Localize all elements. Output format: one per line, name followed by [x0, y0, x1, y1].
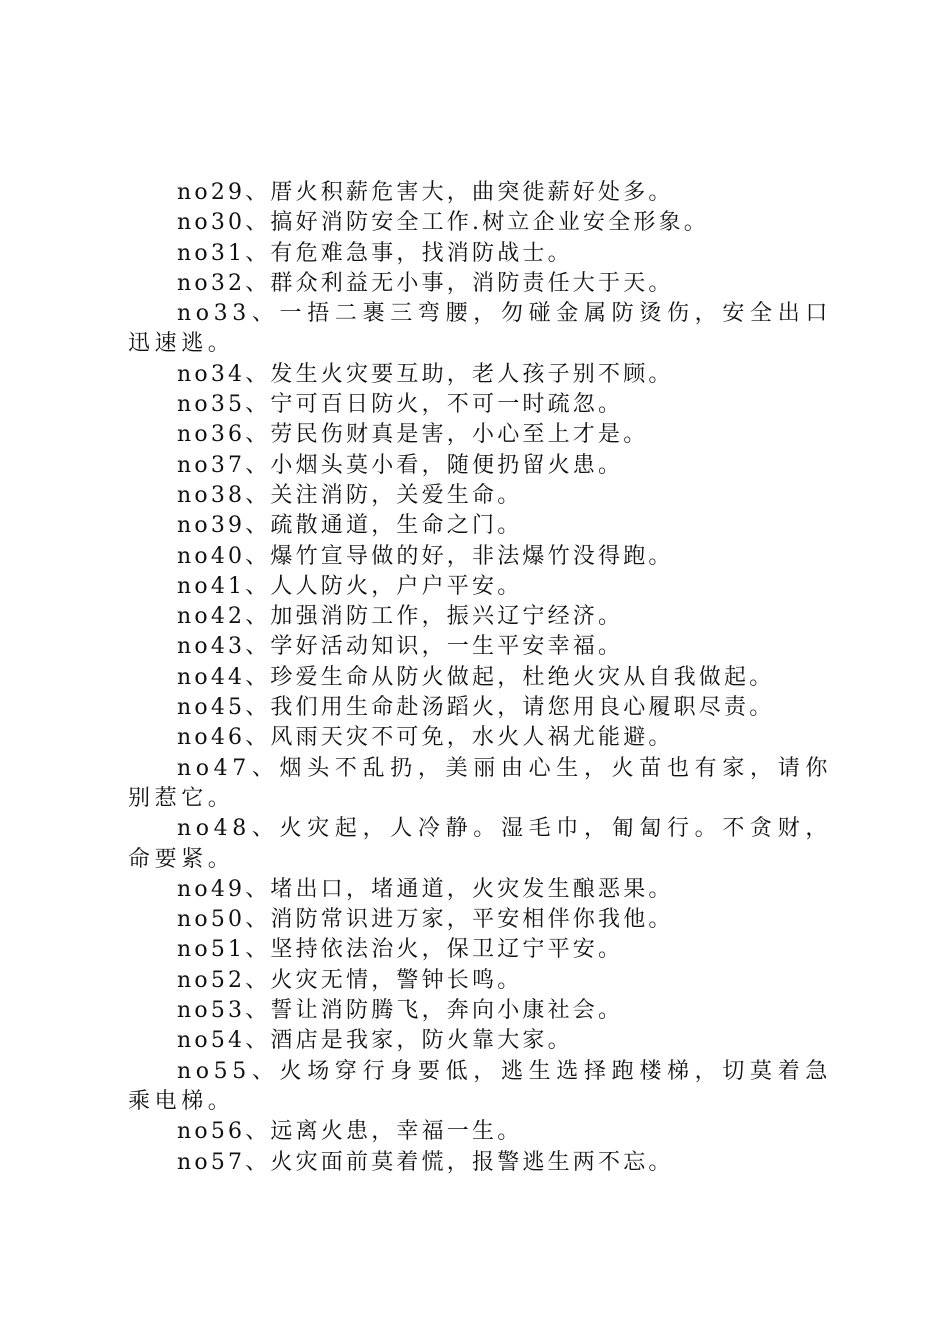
slogan-line [128, 966, 832, 996]
slogan-line [128, 451, 832, 481]
slogan-line [128, 1148, 832, 1178]
slogan-line [128, 875, 832, 905]
slogan-text: no54、酒店是我家，防火靠大家。 [177, 1028, 573, 1054]
slogan-line [128, 269, 832, 299]
slogan-line [128, 632, 832, 662]
slogan-text: no46、风雨天灾不可免，水火人祸尤能避。 [177, 725, 674, 751]
slogan-line [128, 208, 832, 238]
slogan-line [128, 420, 832, 450]
slogan-line [128, 935, 832, 965]
slogan-line [128, 602, 832, 632]
slogan-text: no45、我们用生命赴汤蹈火，请您用良心履职尽责。 [177, 695, 775, 721]
slogan-text: no51、坚持依法治火，保卫辽宁平安。 [177, 937, 624, 963]
slogan-text: no55、火场穿行身要低，逃生选择跑楼梯，切莫着急乘电梯。 [128, 1058, 832, 1114]
slogan-line [128, 178, 832, 208]
slogan-line [128, 1057, 832, 1118]
slogan-line [128, 299, 832, 360]
slogan-text: no57、火灾面前莫着慌，报警逃生两不忘。 [177, 1149, 674, 1175]
slogan-line [128, 754, 832, 815]
slogan-text: no33、一捂二裹三弯腰，勿碰金属防烫伤，安全出口迅速逃。 [128, 301, 832, 357]
slogan-text: no31、有危难急事，找消防战士。 [177, 240, 573, 266]
slogan-text: no44、珍爱生命从防火做起，杜绝火灾从自我做起。 [177, 664, 775, 690]
slogan-line [128, 239, 832, 269]
slogan-line [128, 511, 832, 541]
slogan-text: no29、厝火积薪危害大，曲突徙薪好处多。 [177, 180, 674, 205]
slogan-text: no56、远离火患，幸福一生。 [177, 1119, 523, 1145]
slogan-text: no42、加强消防工作，振兴辽宁经济。 [177, 604, 624, 630]
slogan-line [128, 542, 832, 572]
slogan-text: no36、劳民伤财真是害，小心至上才是。 [177, 422, 649, 448]
slogan-text: no41、人人防火，户户平安。 [177, 573, 523, 599]
slogan-line [128, 996, 832, 1026]
slogan-line [128, 663, 832, 693]
slogan-line [128, 814, 832, 875]
slogan-text: no40、爆竹宣导做的好，非法爆竹没得跑。 [177, 543, 674, 569]
slogan-line [128, 905, 832, 935]
slogan-line [128, 693, 832, 723]
slogan-text: no32、群众利益无小事，消防责任大于天。 [177, 270, 674, 296]
slogan-text: no35、宁可百日防火，不可一时疏忽。 [177, 392, 624, 418]
slogan-text: no47、烟头不乱扔，美丽由心生，火苗也有家，请你别惹它。 [128, 755, 832, 811]
slogan-text: no38、关注消防，关爱生命。 [177, 482, 523, 508]
slogan-text: no43、学好活动知识，一生平安幸福。 [177, 634, 624, 660]
slogan-text: no50、消防常识进万家，平安相伴你我他。 [177, 907, 674, 933]
slogan-text: no37、小烟头莫小看，随便扔留火患。 [177, 452, 624, 478]
slogan-text: no49、堵出口，堵通道，火灾发生酿恶果。 [177, 876, 674, 902]
slogan-line [128, 723, 832, 753]
document-body [128, 178, 832, 1178]
slogan-line [128, 481, 832, 511]
slogan-line [128, 1026, 832, 1056]
slogan-text: no53、誓让消防腾飞，奔向小康社会。 [177, 998, 624, 1024]
slogan-text: no48、火灾起，人冷静。湿毛巾，匍匐行。不贪财，命要紧。 [128, 816, 832, 872]
slogan-line [128, 390, 832, 420]
slogan-text: no39、疏散通道，生命之门。 [177, 513, 523, 539]
slogan-text: no30、搞好消防安全工作.树立企业安全形象。 [177, 210, 710, 236]
slogan-line [128, 1117, 832, 1147]
slogan-line [128, 360, 832, 390]
slogan-line [128, 572, 832, 602]
slogan-text: no52、火灾无情，警钟长鸣。 [177, 967, 523, 993]
slogan-text: no34、发生火灾要互助，老人孩子别不顾。 [177, 361, 674, 387]
